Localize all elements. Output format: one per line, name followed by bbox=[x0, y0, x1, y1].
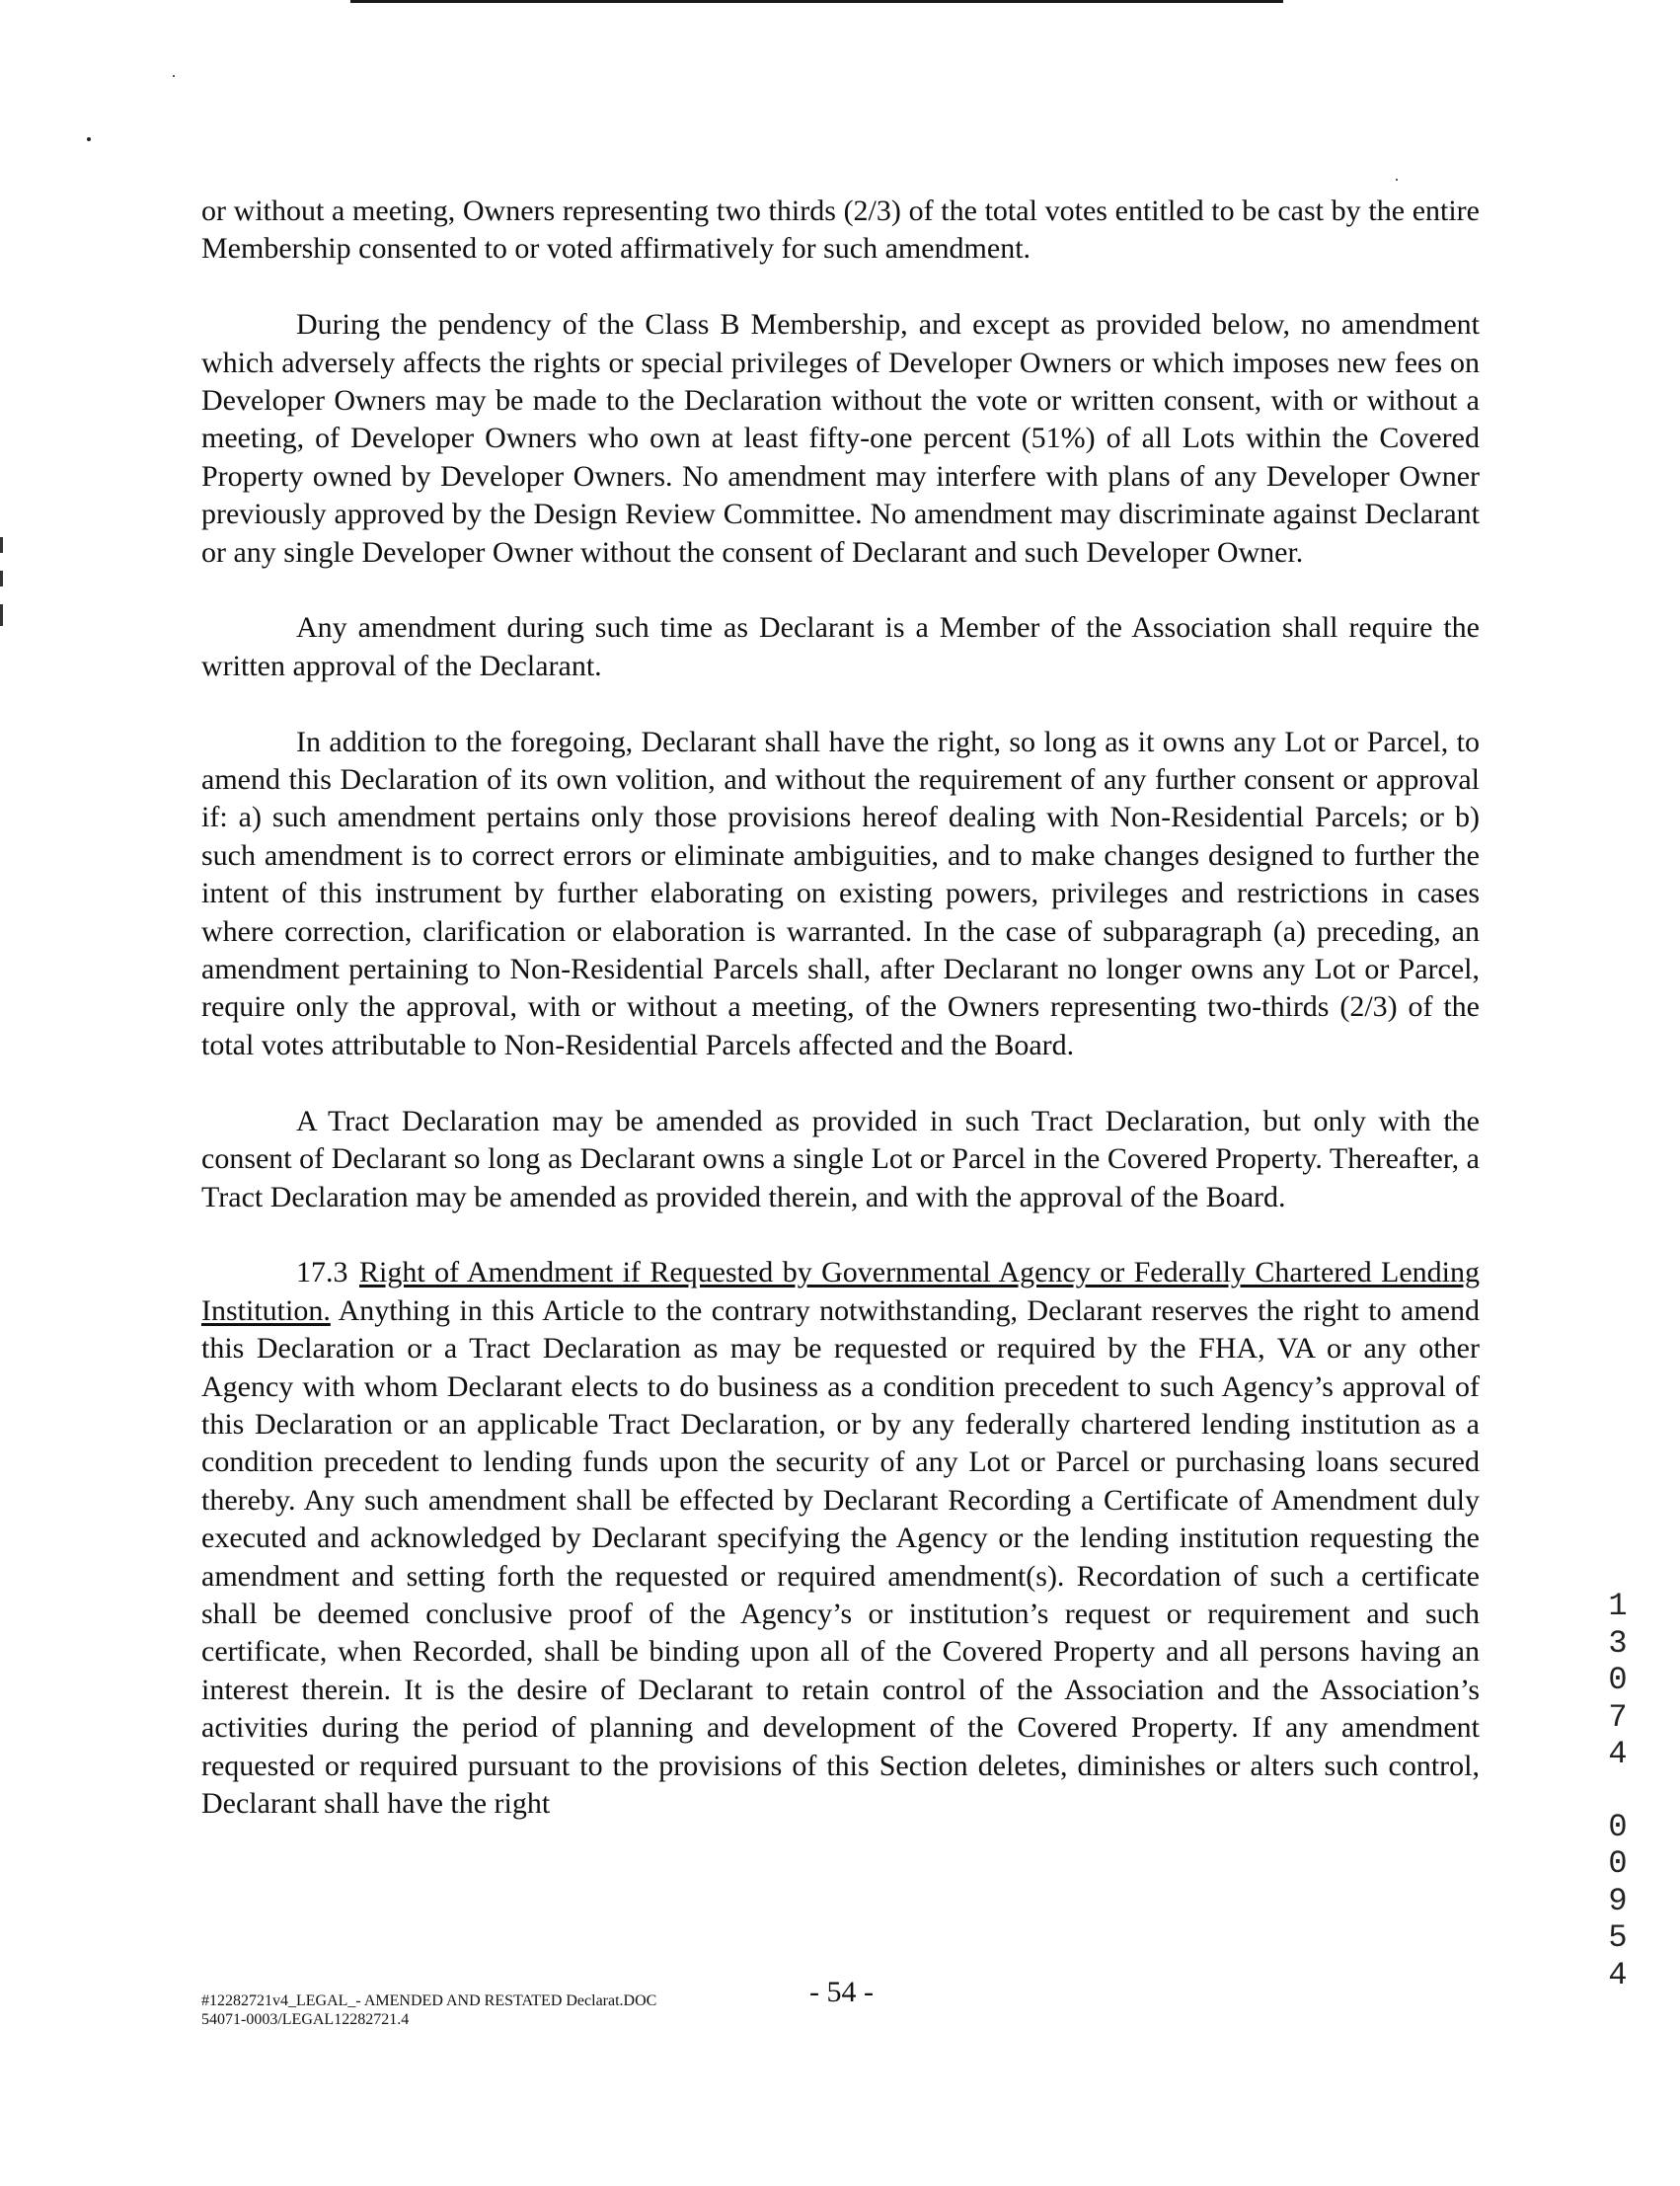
stamp-digit: 1 bbox=[1608, 1588, 1628, 1624]
scan-speck bbox=[173, 75, 175, 77]
stamp-digit: 4 bbox=[1608, 1736, 1628, 1772]
stamp-digit: 0 bbox=[1608, 1662, 1628, 1698]
stamp-digit: 5 bbox=[1608, 1919, 1628, 1956]
left-edge-mark bbox=[0, 571, 3, 586]
page-number: - 54 - bbox=[809, 1976, 874, 2008]
stamp-digit: 7 bbox=[1608, 1698, 1628, 1736]
stamp-digit: 4 bbox=[1608, 1956, 1628, 1993]
footer-document-id bbox=[201, 1991, 656, 2029]
document-body bbox=[201, 193, 1480, 1861]
paragraph-tract-declaration: A Tract Declaration may be amended as provided in such Tract Declaration, but only with the consent of Declarant so long as Declarant owns a single Lot or Parcel in the Covered Property. Thereafter, a Tract Declaration may be amended as provided therein, and with the approval of the Board. bbox=[201, 1104, 1480, 1213]
left-edge-mark bbox=[0, 604, 3, 626]
stamp-gap bbox=[1601, 1773, 1635, 1809]
footer-doc-id-line1: #12282721v4_LEGAL_- AMENDED AND RESTATED Declarat.DOC bbox=[201, 1992, 657, 2009]
scan-speck bbox=[87, 137, 91, 141]
paragraph-continuation: or without a meeting, Owners representing two thirds (2/3) of the total votes entitled to be cast by the entire Membership consented to or voted affirmatively for such amendment. bbox=[201, 195, 1480, 266]
recording-stamp bbox=[1601, 1588, 1635, 1993]
paragraph-declarant-approval: Any amendment during such time as Declarant is a Member of the Association shall require the written approval of the Declarant. bbox=[201, 611, 1480, 682]
stamp-digit: 0 bbox=[1608, 1808, 1628, 1845]
top-scan-rule bbox=[350, 0, 1283, 3]
stamp-digit: 3 bbox=[1608, 1624, 1628, 1662]
scan-speck bbox=[1396, 179, 1398, 181]
section-17-3 bbox=[201, 1254, 1480, 1823]
section-title: Right of Amendment if Requested by Governmental Agency or Federally Chartered Lending Institution. bbox=[201, 1256, 1480, 1327]
section-text: Anything in this Article to the contrary notwithstanding, Declarant reserves the right to amend this Declaration or a Tract Declaration as may be requested or required by the FHA, VA or any other Agency with whom Declarant elects to do business as a condition precedent to such Agency’s approval of this Declaration or an applicable Tract Declaration, or by any federally chartered lending institution as a condition precedent to lending funds upon the security of any Lot or Parcel or purchasing loans secured thereby. Any such amendment shall be effected by Declarant Recording a Certificate of Amendment duly executed and acknowledged by Declarant specifying the Agency or the lending institution requesting the amendment and setting forth the requested or required amendment(s). Recordation of such a certificate shall be deemed conclusive proof of the Agency’s or institution’s request or requirement and such certificate, when Recorded, shall be binding upon all of the Covered Property and all persons having an interest therein. It is the desire of Declarant to retain control of the Association and the Association’s activities during the period of planning and development of the Covered Property. If any amendment requested or required pursuant to the provisions of this Section deletes, diminishes or alters such control, Declarant shall have the right bbox=[201, 1293, 1480, 1820]
section-number: 17.3 bbox=[296, 1256, 348, 1289]
footer-doc-id-line2: 54071-0003/LEGAL12282721.4 bbox=[201, 2011, 410, 2028]
paragraph-class-b-membership: During the pendency of the Class B Membership, and except as provided below, no amendment which adversely affects the rights or special privileges of Developer Owners or which imposes new fees on Developer Owners may be made to the Declaration without the vote or written consent, with or without a meeting, of Developer Owners who own at least fifty-one percent (51%) of all Lots within the Covered Property owned by Developer Owners. No amendment may interfere with plans of any Developer Owner previously approved by the Design Review Committee. No amendment may discriminate against Declarant or any single Developer Owner without the consent of Declarant and such Developer Owner. bbox=[201, 308, 1480, 569]
stamp-digit: 0 bbox=[1608, 1845, 1628, 1882]
left-edge-mark bbox=[0, 537, 3, 553]
paragraph-declarant-amendment-right: In addition to the foregoing, Declarant shall have the right, so long as it owns any Lot or Parcel, to amend this Declaration of its own volition, and without the requirement of any further consent or approval if: a) such amendment pertains only those provisions hereof dealing with Non-Residential Parcels; or b) such amendment is to correct errors or eliminate ambiguities, and to make changes designed to further the intent of this instrument by further elaborating on existing powers, privileges and restrictions in cases where correction, clarification or elaboration is warranted. In the case of subparagraph (a) preceding, an amendment pertaining to Non-Residential Parcels shall, after Declarant no longer owns any Lot or Parcel, require only the approval, with or without a meeting, of the Owners representing two-thirds (2/3) of the total votes attributable to Non-Residential Parcels affected and the Board. bbox=[201, 725, 1480, 1061]
stamp-digit: 9 bbox=[1608, 1882, 1628, 1919]
